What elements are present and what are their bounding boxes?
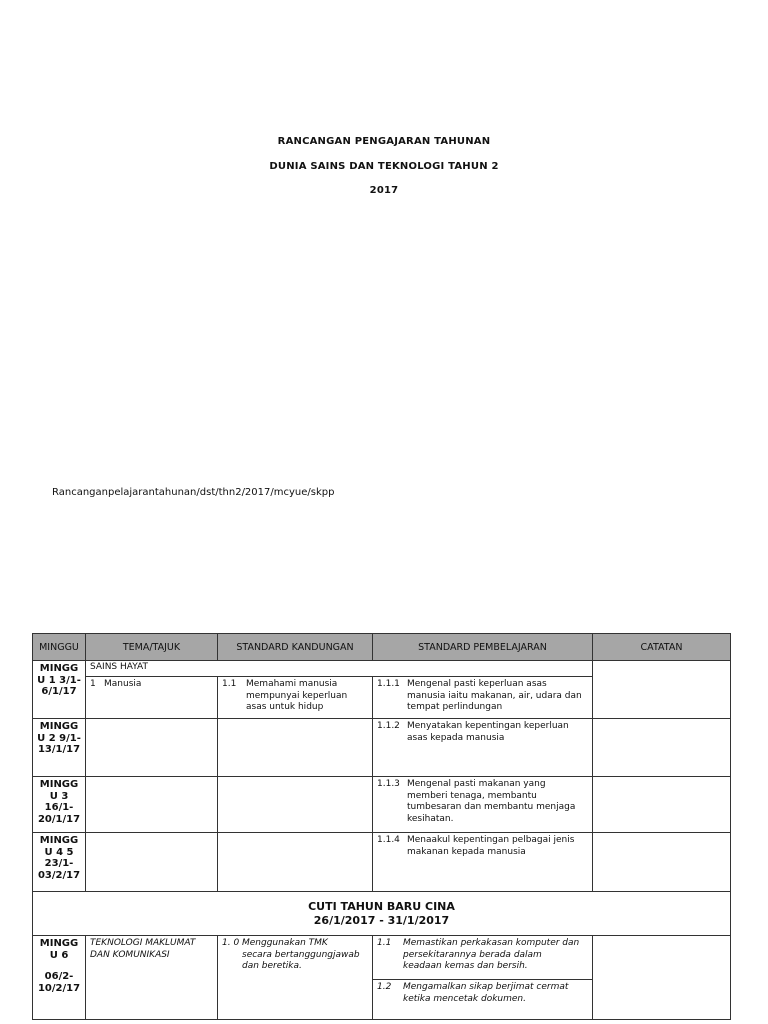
header-standard-kandungan: STANDARD KANDUNGAN bbox=[218, 634, 373, 661]
sp-cell bbox=[373, 980, 593, 1020]
week-cell: MINGG U 3 16/1- 20/1/17 bbox=[33, 777, 86, 833]
table-row bbox=[33, 892, 731, 936]
table-row bbox=[33, 777, 731, 833]
sk-cell bbox=[218, 833, 373, 892]
document-year: 2017 bbox=[369, 185, 399, 196]
theme-cell: SAINS HAYAT bbox=[86, 661, 593, 677]
week-cell: MINGG U 2 9/1- 13/1/17 bbox=[33, 719, 86, 777]
sp-number: 1.1.3 bbox=[377, 779, 400, 789]
lesson-plan-table bbox=[32, 633, 731, 1020]
catatan-cell bbox=[593, 936, 731, 1020]
week-dates: 06/2- 10/2/17 bbox=[37, 971, 81, 994]
document-reference: Rancanganpelajarantahunan/dst/thn2/2017/mcyue/skpp bbox=[52, 487, 335, 498]
holiday-title: CUTI TAHUN BARU CINA bbox=[308, 899, 455, 913]
catatan-cell bbox=[593, 661, 731, 719]
sk-text: Menggunakan TMK secara bertanggungjawab dan beretika. bbox=[242, 938, 360, 971]
sk-cell bbox=[218, 719, 373, 777]
topic-text: Manusia bbox=[104, 679, 142, 689]
sp-text: Mengamalkan sikap berjimat cermat ketika mencetak dokumen. bbox=[403, 982, 569, 1004]
week-cell: MINGG U 1 3/1- 6/1/17 bbox=[33, 661, 86, 719]
week-label: MINGG U 6 bbox=[39, 938, 79, 961]
week-cell bbox=[33, 936, 86, 1020]
topic-number: 1 bbox=[90, 679, 96, 689]
sp-cell bbox=[373, 719, 593, 777]
table-row bbox=[33, 719, 731, 777]
topic-text: TEKNOLOGI MAKLUMAT DAN KOMUNIKASI bbox=[90, 938, 196, 960]
sk-cell bbox=[218, 936, 373, 1020]
table-row bbox=[33, 936, 731, 980]
sp-number: 1.1.4 bbox=[377, 835, 400, 845]
catatan-cell bbox=[593, 719, 731, 777]
holiday-dates: 26/1/2017 - 31/1/2017 bbox=[313, 913, 450, 927]
sp-cell bbox=[373, 833, 593, 892]
sp-text: Menaakul kepentingan pelbagai jenis makanan kepada manusia bbox=[407, 835, 575, 857]
sp-text: Mengenal pasti keperluan asas manusia iaitu makanan, air, udara dan tempat perlindungan bbox=[407, 679, 582, 712]
sk-cell bbox=[218, 677, 373, 719]
topic-cell bbox=[86, 777, 218, 833]
topic-cell bbox=[86, 936, 218, 1020]
header-standard-pembelajaran: STANDARD PEMBELAJARAN bbox=[373, 634, 593, 661]
sp-number: 1.2 bbox=[377, 982, 392, 992]
table-row bbox=[33, 661, 731, 677]
sp-cell bbox=[373, 677, 593, 719]
sk-text: Memahami manusia mempunyai keperluan asas untuk hidup bbox=[246, 679, 348, 712]
sp-text: Mengenal pasti makanan yang memberi tenaga, membantu tumbesaran dan membantu menjaga kesihatan. bbox=[407, 779, 576, 824]
table-header-row bbox=[33, 634, 731, 661]
holiday-cell bbox=[33, 892, 731, 936]
topic-cell bbox=[86, 719, 218, 777]
sp-text: Menyatakan kepentingan keperluan asas kepada manusia bbox=[407, 721, 569, 743]
week-cell: MINGG U 4 5 23/1- 03/2/17 bbox=[33, 833, 86, 892]
catatan-cell bbox=[593, 833, 731, 892]
sk-number: 1.1 bbox=[222, 679, 237, 689]
sp-number: 1.1 bbox=[377, 938, 392, 948]
table-row bbox=[33, 833, 731, 892]
document-title: RANCANGAN PENGAJARAN TAHUNAN bbox=[277, 136, 491, 147]
header-minggu: MINGGU bbox=[33, 634, 86, 661]
sp-cell bbox=[373, 777, 593, 833]
topic-cell bbox=[86, 833, 218, 892]
sp-number: 1.1.1 bbox=[377, 679, 400, 689]
sp-number: 1.1.2 bbox=[377, 721, 400, 731]
sk-cell bbox=[218, 777, 373, 833]
document-subtitle: DUNIA SAINS DAN TEKNOLOGI TAHUN 2 bbox=[269, 161, 499, 172]
catatan-cell bbox=[593, 777, 731, 833]
sp-cell bbox=[373, 936, 593, 980]
sk-number: 1. 0 bbox=[222, 938, 240, 948]
header-catatan: CATATAN bbox=[593, 634, 731, 661]
sp-text: Memastikan perkakasan komputer dan persekitarannya berada dalam keadaan kemas dan bersih. bbox=[403, 938, 580, 971]
header-tema: TEMA/TAJUK bbox=[86, 634, 218, 661]
topic-cell bbox=[86, 677, 218, 719]
